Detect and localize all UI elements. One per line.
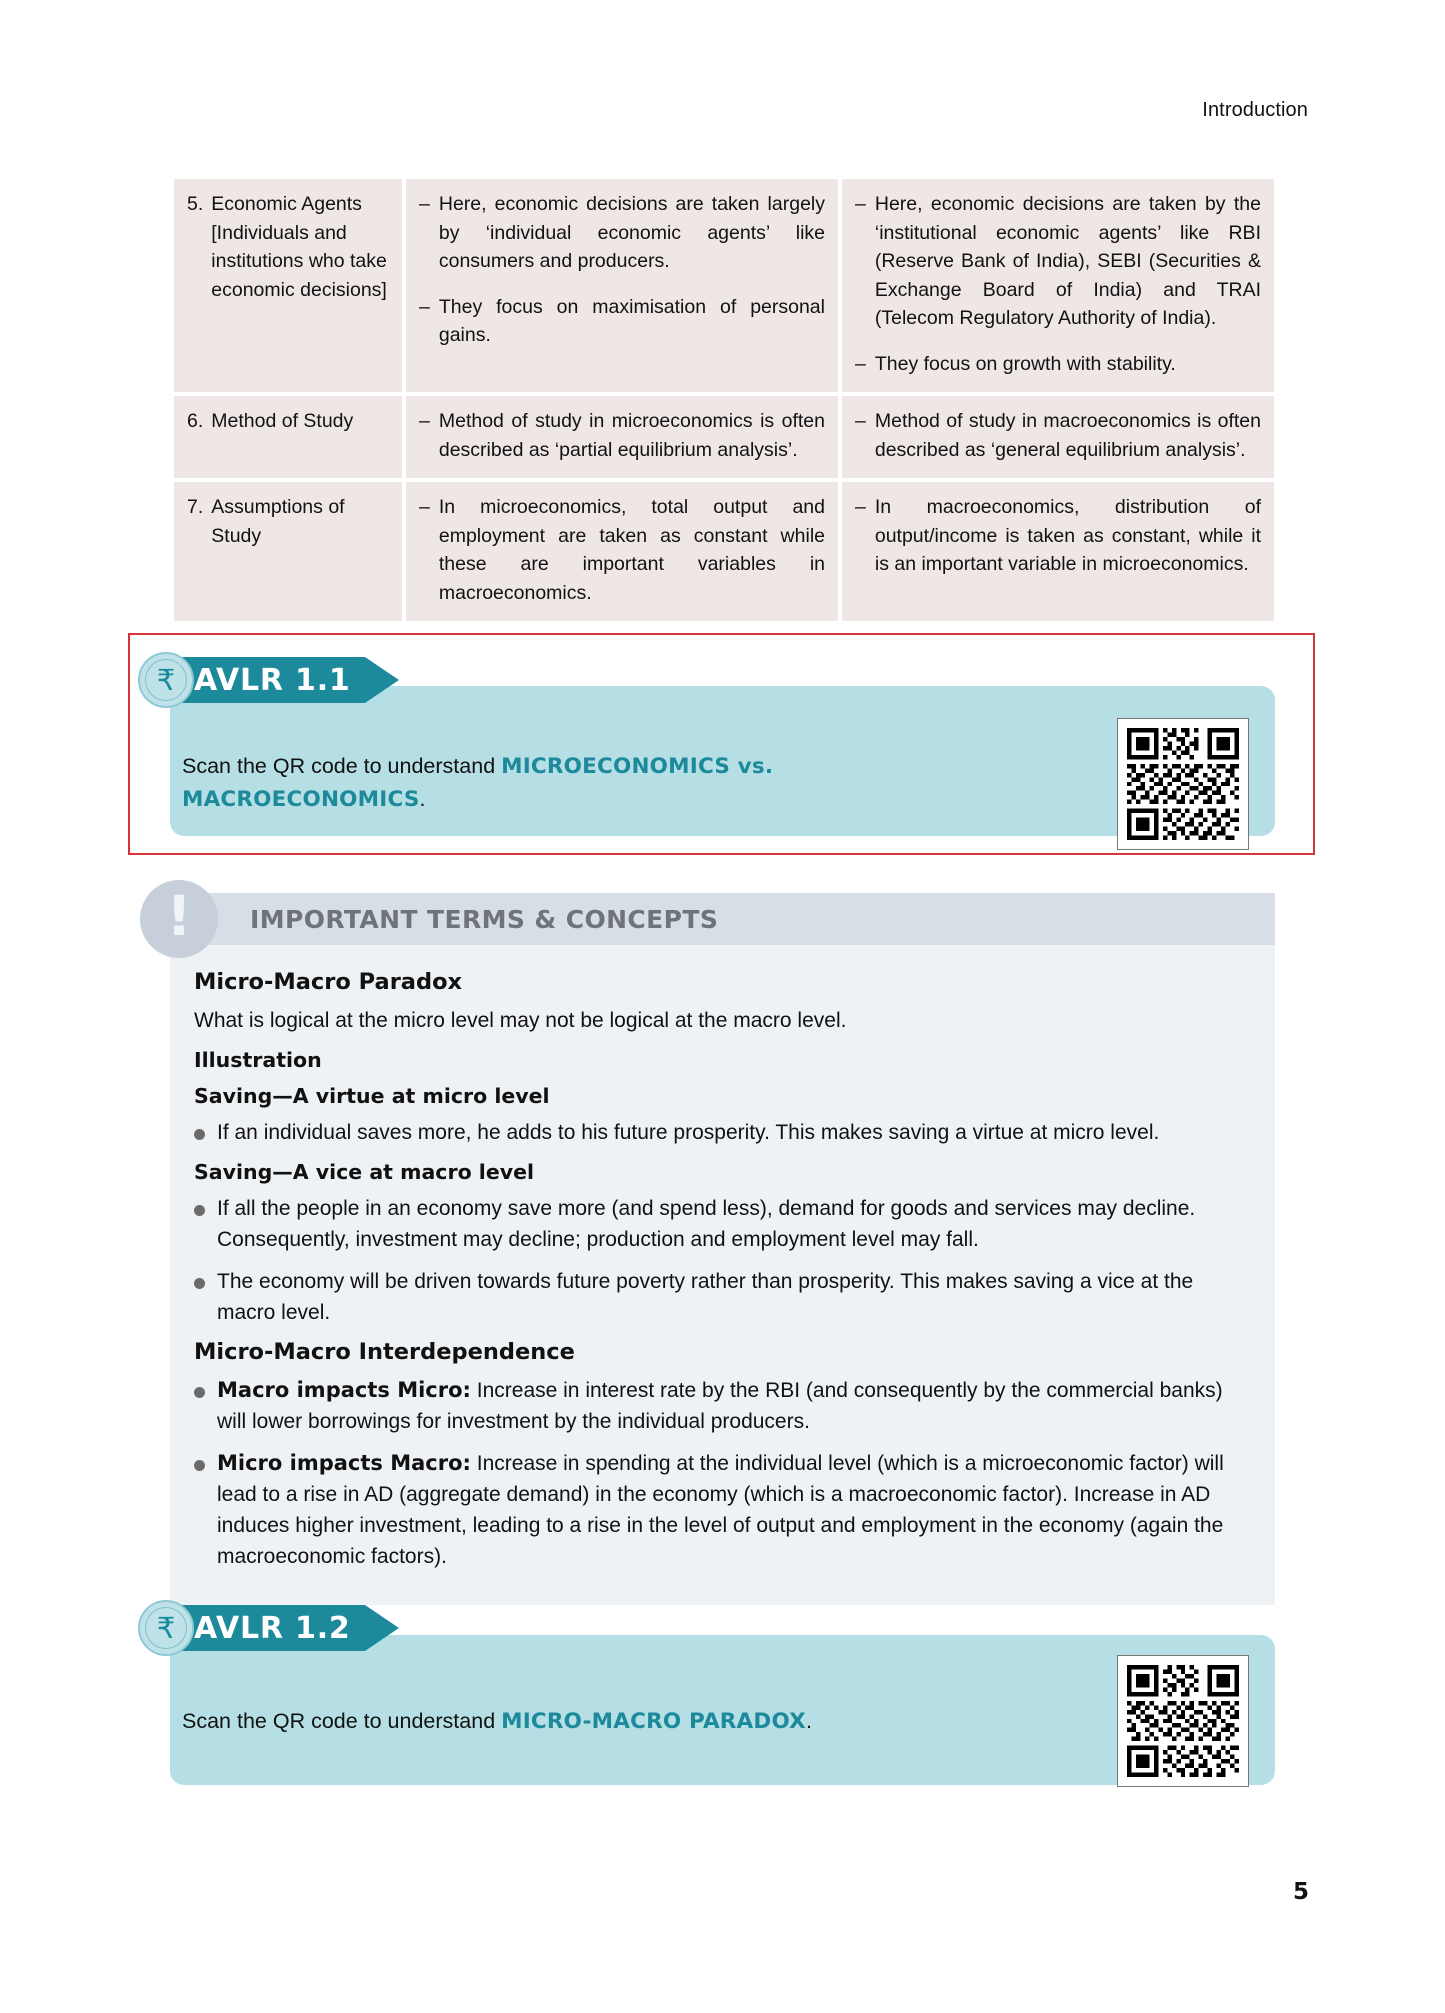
list-item	[194, 1266, 1250, 1328]
avlr-1-label: AVLR 1.1	[194, 662, 351, 698]
avlr-2-highlight: MICRO-MACRO PARADOX	[501, 1709, 806, 1734]
avlr-2-text-after: .	[805, 1709, 812, 1733]
page-number: 5	[1292, 1879, 1309, 1905]
dash-mark: –	[419, 295, 430, 318]
bullet-lead-micro: Micro impacts Macro:	[217, 1451, 471, 1475]
avlr-1-tag	[138, 657, 399, 703]
rupee-coin-icon	[138, 652, 194, 708]
micro-macro-comparison-table	[170, 175, 1278, 625]
running-head: Introduction	[1202, 99, 1308, 121]
dash-bullet	[855, 190, 1261, 333]
micro-cell	[406, 482, 838, 621]
bullet-dot-icon	[194, 1129, 205, 1140]
dash-mark: –	[419, 496, 430, 518]
bullet-text-virtue: If an individual saves more, he adds to his future prosperity. This makes saving a virtue at micro level.	[217, 1121, 1160, 1144]
bullet-rest-micro: Increase in spending at the individual level (which is a microeconomic factor) will lead to a rise in AD (aggregate demand) in the economy (which is a macroeconomic factor). Increase in AD induces higher investment, leading to a rise in the level of output and employment in the economy (again the macroeconomic factors).	[217, 1452, 1224, 1568]
dash-mark: –	[855, 352, 866, 375]
feature-label: Method of Study	[211, 410, 354, 432]
qr-code-2-image	[1118, 1656, 1248, 1786]
rupee-symbol: ₹	[156, 1610, 176, 1645]
exclamation-glyph: !	[166, 883, 192, 948]
list-item	[194, 1375, 1250, 1437]
micro-cell	[406, 396, 838, 478]
important-terms-body	[170, 945, 1275, 1605]
ribbon-arrow-icon	[365, 1605, 399, 1651]
avlr-1-ribbon	[168, 657, 365, 703]
list-item	[194, 1193, 1250, 1255]
rupee-coin-icon	[138, 1600, 194, 1656]
bullet-text-micro-impacts-macro	[217, 1448, 1250, 1572]
list-item	[194, 1448, 1250, 1572]
qr-code-1[interactable]	[1117, 718, 1249, 850]
subheading-saving-virtue: Saving—A virtue at micro level	[194, 1084, 550, 1108]
bullet-rest-macro: Increase in interest rate by the RBI (and consequently by the commercial banks) will lower borrowings for investment by the individual producers.	[217, 1379, 1223, 1433]
dash-text: Here, economic decisions are taken largely by ‘individual economic agents’ like consumers and producers.	[438, 193, 825, 272]
macro-cell	[842, 482, 1274, 621]
table-row	[174, 179, 1274, 392]
rupee-symbol: ₹	[156, 662, 176, 697]
dash-mark: –	[855, 193, 866, 215]
bullet-text-vice-2: The economy will be driven towards future poverty rather than prosperity. This makes saving a vice at the macro level.	[217, 1270, 1194, 1324]
subheading-illustration: Illustration	[194, 1048, 322, 1072]
important-terms-title: IMPORTANT TERMS & CONCEPTS	[250, 904, 719, 934]
dash-bullet	[419, 493, 825, 607]
dash-mark: –	[855, 496, 866, 518]
qr-code-2[interactable]	[1117, 1655, 1249, 1787]
bullet-text-vice-1: If all the people in an economy save more (and spend less), demand for goods and services may decline. Consequently, investment may decline; production and employment level may fall.	[217, 1197, 1196, 1251]
avlr-2-label: AVLR 1.2	[194, 1610, 351, 1646]
row-number: 5.	[187, 193, 204, 215]
feature-cell	[174, 396, 402, 478]
avlr-2-tag	[138, 1605, 399, 1651]
feature-cell	[174, 482, 402, 621]
micro-cell	[406, 179, 838, 392]
dash-text: Method of study in macroeconomics is often described as ‘general equilibrium analysis’.	[874, 410, 1261, 461]
macro-cell	[842, 179, 1274, 392]
dash-text: They focus on maximisation of personal gains.	[438, 295, 825, 346]
dash-mark: –	[419, 410, 430, 432]
avlr-2-text-before: Scan the QR code to understand	[182, 1709, 502, 1733]
dash-bullet	[419, 293, 825, 350]
dash-bullet	[855, 407, 1261, 464]
exclamation-icon	[140, 880, 218, 958]
dash-mark: –	[419, 193, 430, 215]
feature-cell	[174, 179, 402, 392]
table-row	[174, 396, 1274, 478]
feature-label: Assumptions of Study	[211, 496, 345, 547]
important-terms-header	[166, 883, 1275, 948]
bullet-text-macro-impacts-micro	[217, 1375, 1250, 1437]
dash-bullet	[855, 350, 1261, 379]
bullet-dot-icon	[194, 1387, 205, 1398]
heading-micro-macro-interdependence: Micro-Macro Interdependence	[194, 1339, 575, 1365]
row-number: 6.	[187, 410, 204, 432]
dash-bullet	[419, 407, 825, 464]
dash-text: In macroeconomics, distribution of output/income is taken as constant, while it is an important variable in microeconomics.	[874, 496, 1261, 575]
dash-bullet	[419, 190, 825, 276]
avlr-2-text	[182, 1705, 942, 1738]
list-item	[194, 1117, 1250, 1148]
dash-text: Method of study in microeconomics is often described as ‘partial equilibrium analysis’.	[438, 410, 825, 461]
dash-text: In microeconomics, total output and employment are taken as constant while these are important variables in macroeconomics.	[438, 496, 825, 604]
bullet-dot-icon	[194, 1205, 205, 1216]
row-number: 7.	[187, 496, 204, 518]
avlr-1-text-before: Scan the QR code to understand	[182, 754, 502, 778]
avlr-2-ribbon	[168, 1605, 365, 1651]
paragraph-paradox: What is logical at the micro level may not be logical at the macro level.	[194, 1009, 847, 1032]
important-terms-box	[166, 883, 1275, 1605]
table-row	[174, 482, 1274, 621]
avlr-1-highlight: MICROECONOMICS vs. MACROECONOMICS	[182, 754, 774, 812]
dash-text: Here, economic decisions are taken by the ‘institutional economic agents’ like RBI (Reserve Bank of India), SEBI (Securities & Exchange Board of India) and TRAI (Telecom Regulatory Authority of India).	[874, 193, 1261, 329]
bullet-dot-icon	[194, 1460, 205, 1471]
avlr-1-text	[182, 750, 882, 816]
subheading-saving-vice: Saving—A vice at macro level	[194, 1160, 535, 1184]
bullet-dot-icon	[194, 1278, 205, 1289]
dash-mark: –	[855, 410, 866, 432]
dash-bullet	[855, 493, 1261, 579]
feature-label: Economic Agents [Individuals and institutions who take economic decisions]	[211, 193, 387, 301]
bullet-lead-macro: Macro impacts Micro:	[217, 1378, 471, 1402]
dash-text: They focus on growth with stability.	[874, 352, 1176, 375]
qr-code-1-image	[1118, 719, 1248, 849]
macro-cell	[842, 396, 1274, 478]
avlr-1-text-after: .	[419, 787, 426, 811]
heading-micro-macro-paradox: Micro-Macro Paradox	[194, 969, 463, 995]
ribbon-arrow-icon	[365, 657, 399, 703]
